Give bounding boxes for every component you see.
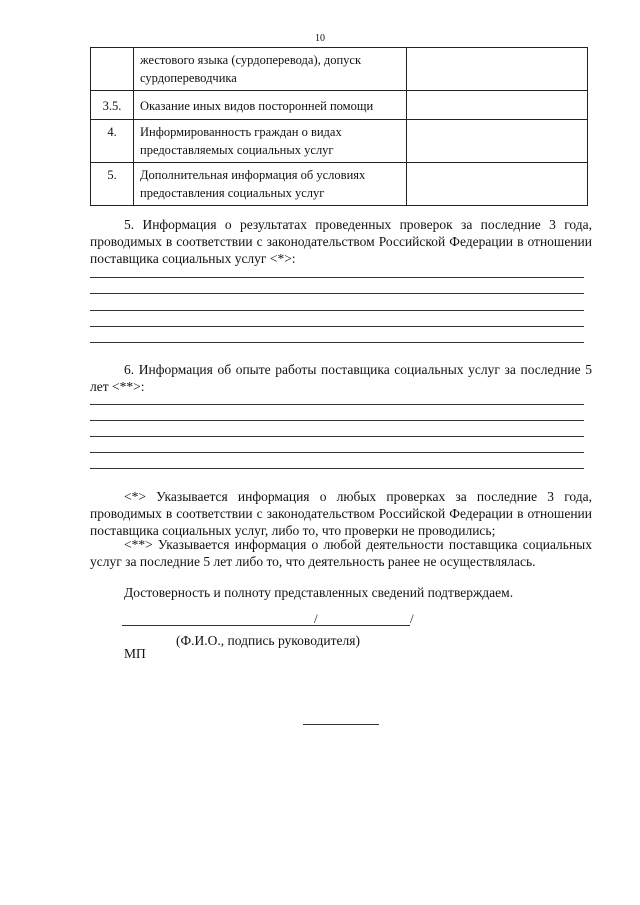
- row-number: 4.: [91, 120, 134, 163]
- fill-line: [90, 404, 584, 405]
- fill-line: [90, 420, 584, 421]
- table-row: [91, 91, 588, 120]
- confirmation-text: Достоверность и полноту представленных сведений подтверждаем.: [124, 585, 514, 600]
- row-description: Дополнительная информация об условиях предоставления социальных услуг: [134, 163, 407, 206]
- signature-separator: /: [410, 611, 414, 626]
- section-5-text: 5. Информация о результатах проведенных проверок за последние 3 года, проводимых в соответствии с законодательством Российской Федерации в отношении поставщика социальных услуг <*>:: [90, 217, 592, 266]
- row-value: [407, 163, 588, 206]
- signature-separator: /: [314, 611, 318, 626]
- fill-line: [90, 452, 584, 453]
- fill-line: [90, 468, 584, 469]
- row-description: жестового языка (сурдоперевода), допуск сурдопереводчика: [134, 48, 407, 91]
- row-number: 3.5.: [91, 91, 134, 120]
- signature-caption: (Ф.И.О., подпись руководителя): [176, 633, 360, 648]
- fill-line: [90, 436, 584, 437]
- table-row: [91, 120, 588, 163]
- section-6-text: 6. Информация об опыте работы поставщика социальных услуг за последние 5 лет <**>:: [90, 362, 592, 394]
- row-description: Информированность граждан о видах предоставляемых социальных услуг: [134, 120, 407, 163]
- row-description: Оказание иных видов посторонней помощи: [134, 91, 407, 120]
- row-number: [91, 48, 134, 91]
- stamp-placeholder: МП: [124, 646, 146, 661]
- fill-line: [90, 277, 584, 278]
- row-value: [407, 120, 588, 163]
- row-value: [407, 48, 588, 91]
- footnote-2: <**> Указывается информация о любой деятельности поставщика социальных услуг за последние 5 лет либо то, что деятельность ранее не осуществлялась.: [90, 537, 592, 569]
- page-number: 10: [315, 33, 325, 44]
- fill-line: [90, 310, 584, 311]
- end-divider: [303, 724, 379, 725]
- signature-line: [122, 625, 410, 626]
- fill-line: [90, 293, 584, 294]
- fill-line: [90, 342, 584, 343]
- table-row: [91, 48, 588, 91]
- row-value: [407, 91, 588, 120]
- services-table: [90, 47, 588, 206]
- footnote-1: <*> Указывается информация о любых проверках за последние 3 года, проводимых в соответствии с законодательством Российской Федерации в отношении поставщика социальных услуг, либо то, что проверки не проводились;: [90, 489, 592, 538]
- fill-line: [90, 326, 584, 327]
- table-row: [91, 163, 588, 206]
- row-number: 5.: [91, 163, 134, 206]
